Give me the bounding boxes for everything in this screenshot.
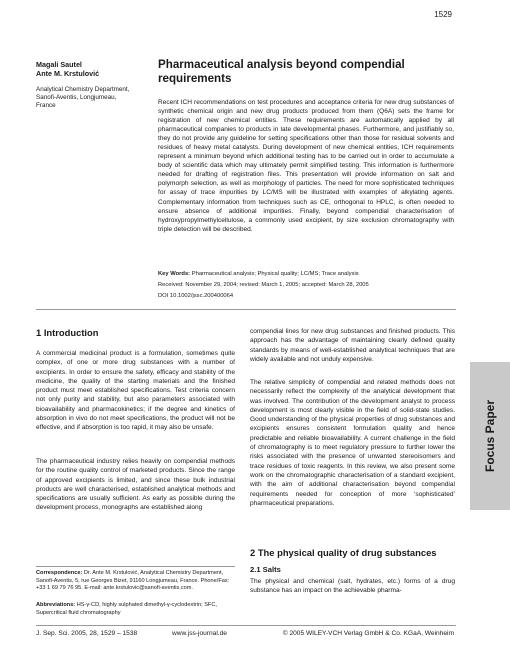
page-number: 1529 bbox=[434, 10, 452, 19]
abbreviations-note bbox=[36, 602, 235, 617]
abbreviations-label: Abbreviations: bbox=[36, 602, 76, 608]
body-paragraph: The pharmaceutical industry relies heavily on compendial methods for the routine quality control of marketed products. Since the range of approved excipients is limited, and since these bulk industrial products are well characterised, established analytical methods and specifications are usually sufficient. As early as possible during the development process, monographs are established along bbox=[36, 458, 235, 512]
received-dates: Received: November 29, 2004; revised: March 1, 2005; accepted: March 28, 2005 bbox=[158, 282, 369, 288]
correspondence-label: Correspondence: bbox=[36, 570, 83, 576]
focus-paper-tab bbox=[470, 362, 510, 510]
correspondence-note bbox=[36, 570, 235, 593]
correspondence-text: Dr. Ante M. Krstulović, Analytical Chemistry Department, Sanofi-Aventis, 5, rue Georges Bizet, 91160 Longjumeau, France. Phone/Fax: +33 1 69 79 76 95. E-mail: ante.krstulovic@sanofi-aventis.com. bbox=[36, 570, 230, 592]
author-name: Ante M. Krstulović bbox=[36, 69, 100, 78]
keywords-label: Key Words: bbox=[158, 271, 191, 277]
section-divider bbox=[36, 309, 456, 310]
footer-divider bbox=[36, 625, 456, 626]
body-paragraph: A commercial medicinal product is a formulation, sometimes quite complex, of one or more drug substances with a number of excipients. In order to ensure the safety, efficacy and stability of the medicine, the quality of the starting materials and the finished product must meet established specifications. Test criteria concern not only purity and stability, but also parameters associated with bioavailability and pharmacokinetics; if the degree and kinetics of absorption in vivo do not meet specifications, the product will not be effective, and if absorption is too rapid, it may also be unsafe. bbox=[36, 350, 235, 432]
copyright-notice: © 2005 WILEY-VCH Verlag GmbH & Co. KGaA, Weinheim bbox=[282, 630, 454, 637]
abbreviations-text: HS-γ-CD, highly sulphated dimethyl-γ-cyclodextrin; SFC, Supercritical fluid chromatography bbox=[36, 602, 217, 616]
body-paragraph: The physical and chemical (salt, hydrates, etc.) forms of a drug substance has an impact on the achievable pharma- bbox=[250, 578, 455, 595]
section-heading-introduction: 1 Introduction bbox=[36, 327, 99, 338]
keywords bbox=[158, 270, 454, 278]
section-heading-physical-quality: 2 The physical quality of drug substances bbox=[250, 547, 437, 558]
keywords-text: Pharmaceutical analysis; Physical quality; LC/MS; Trace analysis bbox=[191, 271, 359, 277]
footnote-divider bbox=[36, 566, 235, 567]
author-name: Magali Sautel bbox=[36, 60, 82, 69]
affiliation: Analytical Chemistry Department, Sanofi-Aventis, Longjumeau, France bbox=[36, 86, 130, 110]
focus-paper-label: Focus Paper bbox=[483, 399, 497, 473]
article-title: Pharmaceutical analysis beyond compendial requirements bbox=[158, 58, 405, 85]
abstract: Recent ICH recommendations on test procedures and acceptance criteria for new drug substances of synthetic chemical origin and new drug products produced from them (Q6A) sets the frame for registration of new chemical entities. These requirements are automatically applied by all pharmaceutical companies to products in late developmental phases. Furthermore, and justifiably so, they do not provide any guideline for setting specifications other than those for residual solvents and residues of heavy metal catalysts. During development of new chemical entities, ICH requirements represent a minimum beyond which additional testing has to be carried out in order to accumulate a body of scientific data which may ultimately permit simplified testing. This information is furthermore needed for drafting of registration files. This presentation will provide information on salt and polymorph selection, as well as morphology of particles. The need for more sophisticated techniques for assay of trace impurities by LC/MS will be illustrated with examples of alkylating agents. Complementary information from techniques such as CE, orthogonal to HPLC, is often needed to ensure absence of additional impurities. Finally, beyond compendial characterisation of hydroxypropylmethylcellulose, a commonly used excipient, by size exclusion chromatography with triple detection will be described. bbox=[158, 99, 454, 233]
journal-website-link[interactable]: www.jss-journal.de bbox=[172, 630, 227, 637]
journal-citation: J. Sep. Sci. 2005, 28, 1529 – 1538 bbox=[36, 630, 138, 637]
body-paragraph: compendial lines for new drug substances and finished products. This approach has the advantage of maintaining clearly defined quality standards by means of well-established analytical techniques that are widely available and not unduly expensive. bbox=[250, 328, 455, 363]
doi: DOI 10.1002/jssc.200400064 bbox=[158, 293, 234, 299]
body-paragraph: The relative simplicity of compendial and related methods does not necessarily reflect the complexity of the analytical development that was involved. The contribution of the development analyst to process development is most clearly visible in the field of solid-state studies. Good understanding of the physical properties of drug substances and excipients ensures consistent formulation quality and hence predictable and reliable bioavailability. A current challenge in the field of chromatography is to meet regulatory pressure to further lower the risks associated with the presence of unwanted stereoisomers and trace residues of toxic reagents. In this review, we also present some work on the chromatographic characterisation of a standard excipient, with the aim of additional characterisation beyond compendial requirements needed for conception of more ‘sophisticated’ pharmaceutical preparations. bbox=[250, 379, 455, 507]
author-list bbox=[36, 60, 136, 78]
subsection-heading-salts: 2.1 Salts bbox=[250, 565, 281, 574]
